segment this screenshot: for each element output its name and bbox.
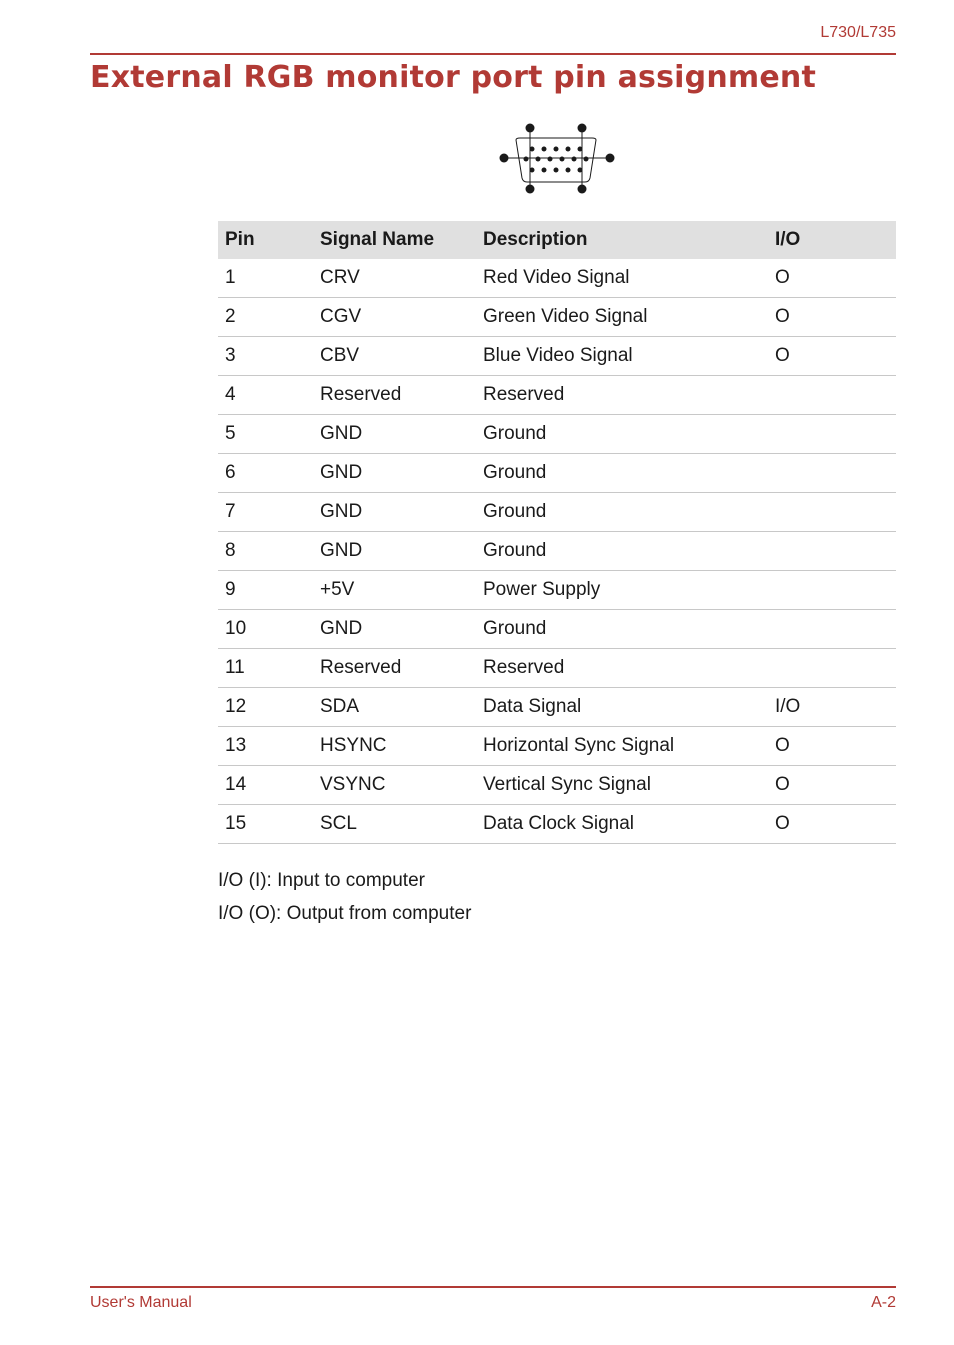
pin-cell: 2 — [218, 298, 313, 337]
description-cell: Red Video Signal — [476, 259, 768, 298]
signal-cell: Reserved — [313, 376, 476, 415]
signal-cell: GND — [313, 493, 476, 532]
pin-cell: 1 — [218, 259, 313, 298]
table-row — [218, 532, 896, 571]
signal-cell: GND — [313, 532, 476, 571]
description-cell: Horizontal Sync Signal — [476, 727, 768, 766]
io-legend — [218, 864, 471, 930]
signal-cell: CGV — [313, 298, 476, 337]
table-row — [218, 259, 896, 298]
table-header-row — [218, 221, 896, 259]
table-row — [218, 337, 896, 376]
footer-manual-label: User's Manual — [90, 1294, 192, 1311]
table-row — [218, 376, 896, 415]
description-cell: Data Signal — [476, 688, 768, 727]
signal-cell: Reserved — [313, 649, 476, 688]
note-input: I/O (I): Input to computer — [218, 870, 425, 891]
pin-cell: 3 — [218, 337, 313, 376]
description-cell: Vertical Sync Signal — [476, 766, 768, 805]
description-cell: Reserved — [476, 649, 768, 688]
pin-cell: 15 — [218, 805, 313, 844]
signal-cell: GND — [313, 610, 476, 649]
pin-cell: 6 — [218, 454, 313, 493]
pin-cell: 5 — [218, 415, 313, 454]
description-cell: Ground — [476, 415, 768, 454]
io-cell — [768, 571, 896, 610]
signal-cell: CBV — [313, 337, 476, 376]
io-cell: O — [768, 337, 896, 376]
page-number: A-2 — [871, 1294, 896, 1311]
io-cell — [768, 532, 896, 571]
description-cell: Blue Video Signal — [476, 337, 768, 376]
pin-cell: 12 — [218, 688, 313, 727]
header-rule — [90, 53, 896, 55]
description-cell: Ground — [476, 532, 768, 571]
header-description: Description — [476, 221, 768, 259]
io-cell — [768, 493, 896, 532]
document-model: L730/L735 — [820, 24, 896, 41]
header-signal-name: Signal Name — [313, 221, 476, 259]
io-cell: O — [768, 259, 896, 298]
signal-cell: SDA — [313, 688, 476, 727]
table-row — [218, 571, 896, 610]
description-cell: Ground — [476, 454, 768, 493]
table-row — [218, 298, 896, 337]
io-cell: O — [768, 298, 896, 337]
description-cell: Ground — [476, 493, 768, 532]
description-cell: Reserved — [476, 376, 768, 415]
io-cell — [768, 454, 896, 493]
signal-cell: GND — [313, 415, 476, 454]
io-cell: O — [768, 766, 896, 805]
pin-cell: 13 — [218, 727, 313, 766]
signal-cell: VSYNC — [313, 766, 476, 805]
pin-cell: 10 — [218, 610, 313, 649]
description-cell: Data Clock Signal — [476, 805, 768, 844]
io-cell — [768, 376, 896, 415]
io-cell — [768, 610, 896, 649]
pin-cell: 7 — [218, 493, 313, 532]
signal-cell: SCL — [313, 805, 476, 844]
pin-cell: 9 — [218, 571, 313, 610]
signal-cell: GND — [313, 454, 476, 493]
io-cell: O — [768, 727, 896, 766]
io-cell — [768, 649, 896, 688]
description-cell: Green Video Signal — [476, 298, 768, 337]
signal-cell: HSYNC — [313, 727, 476, 766]
vga-15-pin-connector-icon — [494, 120, 618, 198]
table-row — [218, 610, 896, 649]
page-title: External RGB monitor port pin assignment — [90, 60, 816, 95]
header-io: I/O — [768, 221, 896, 259]
table-row — [218, 454, 896, 493]
note-output: I/O (O): Output from computer — [218, 903, 472, 924]
footer-rule — [90, 1286, 896, 1288]
description-cell: Ground — [476, 610, 768, 649]
signal-cell: CRV — [313, 259, 476, 298]
header-pin: Pin — [218, 221, 313, 259]
io-cell: O — [768, 805, 896, 844]
signal-cell: +5V — [313, 571, 476, 610]
table-row — [218, 493, 896, 532]
table-row — [218, 649, 896, 688]
table-row — [218, 415, 896, 454]
pin-assignment-table — [218, 221, 896, 844]
table-row — [218, 766, 896, 805]
pin-cell: 8 — [218, 532, 313, 571]
pin-cell: 11 — [218, 649, 313, 688]
pin-cell: 14 — [218, 766, 313, 805]
table-row — [218, 805, 896, 844]
io-cell: I/O — [768, 688, 896, 727]
pin-cell: 4 — [218, 376, 313, 415]
table-row — [218, 727, 896, 766]
table-row — [218, 688, 896, 727]
io-cell — [768, 415, 896, 454]
description-cell: Power Supply — [476, 571, 768, 610]
